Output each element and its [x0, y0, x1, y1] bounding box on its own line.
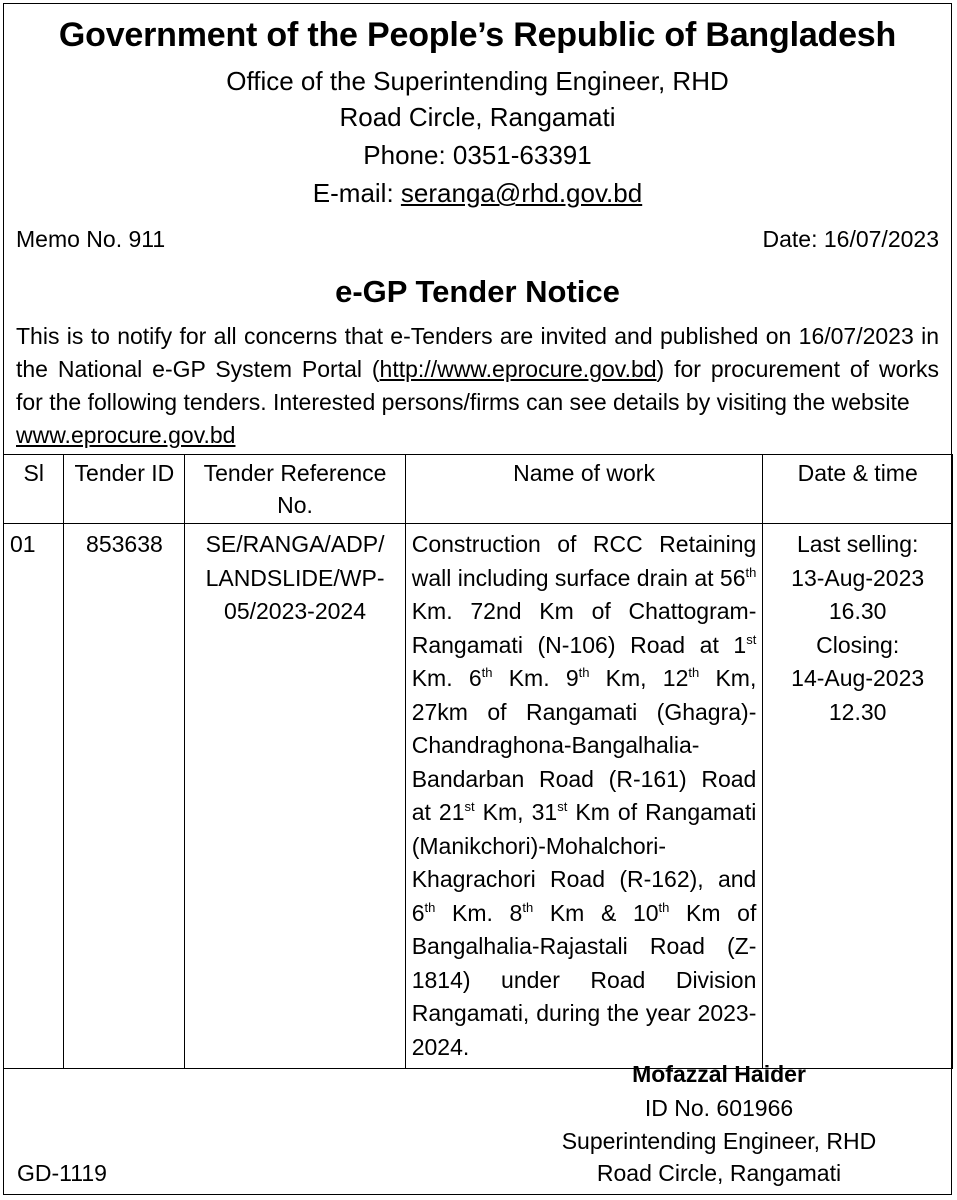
- intro-text-start: This is to notify for all concerns that e-Tenders are invited and published on 16/07/2023 in the National e-GP System Portal (: [16, 323, 939, 382]
- table-row: [4, 524, 953, 1069]
- signatory-name: Mofazzal Haider: [632, 1061, 806, 1087]
- memo-number: Memo No. 911: [16, 226, 166, 252]
- signatory-office: Road Circle, Rangamati: [596, 1160, 842, 1186]
- reference-line: LANDSLIDE/WP-: [205, 564, 385, 591]
- office-circle: Road Circle, Rangamati: [339, 102, 616, 132]
- email-link[interactable]: seranga@rhd.gov.bd: [400, 178, 643, 208]
- header-work: Name of work: [405, 455, 763, 524]
- office-email-line: [4, 178, 951, 209]
- office-name: Office of the Superintending Engineer, RHD: [226, 66, 729, 96]
- header-date-time: Date & time: [763, 455, 953, 524]
- portal-link[interactable]: http://www.eprocure.gov.bd: [379, 356, 657, 382]
- signatory-designation: Superintending Engineer, RHD: [561, 1128, 877, 1154]
- government-title: Government of the People’s Republic of Bangladesh: [58, 16, 897, 54]
- cell-reference: [185, 524, 405, 1069]
- table-header-row: [4, 455, 953, 524]
- closing-time: 12.30: [828, 698, 887, 725]
- header-tender-id: Tender ID: [64, 455, 185, 524]
- cell-tender-id: 853638: [64, 524, 185, 1069]
- cell-date-time: [763, 524, 953, 1069]
- reference-line: 05/2023-2024: [224, 598, 367, 624]
- office-phone: Phone: 0351-63391: [363, 140, 592, 170]
- email-label: E-mail:: [312, 178, 401, 208]
- cell-work-description: Construction of RCC Retaining wall including surface drain at 56th Km. 72nd Km of Chattogram-Rangamati (N-106) Road at 1st Km. 6th Km. 9th Km, 12th Km, 27km of Rangamati (Ghagra)-Chandraghona-Bangalhalia-Bandarban Road (R-161) Road at 21st Km, 31st Km of Rangamati (Manikchori)-Mohalchori-Khagrachori Road (R-162), and 6th Km. 8th Km & 10th Km of Bangalhalia-Rajastali Road (Z-1814) under Road Division Rangamati, during the year 2023-2024.: [405, 524, 763, 1069]
- tender-table: [3, 454, 953, 1069]
- closing-label: Closing:: [816, 631, 900, 658]
- header-sl: Sl: [4, 455, 64, 524]
- header-reference: Tender Reference No.: [185, 455, 405, 524]
- website-link[interactable]: www.eprocure.gov.bd: [16, 422, 236, 448]
- tender-notice-page: [3, 3, 952, 1195]
- reference-line: SE/RANGA/ADP/: [205, 531, 385, 557]
- gd-code: GD-1119: [17, 1160, 107, 1186]
- notice-title: e-GP Tender Notice: [335, 274, 620, 309]
- selling-date: 13-Aug-2023: [791, 564, 925, 591]
- signatory-id: ID No. 601966: [644, 1095, 794, 1121]
- selling-label: Last selling:: [796, 531, 919, 557]
- memo-date: Date: 16/07/2023: [762, 226, 939, 252]
- cell-sl: 01: [4, 524, 64, 1069]
- intro-text-end: ) for procurement of works for the following tenders. Interested persons/firms can see details by visiting the website: [16, 356, 940, 415]
- selling-time: 16.30: [828, 598, 887, 624]
- notice-intro: [16, 320, 939, 452]
- closing-date: 14-Aug-2023: [791, 665, 925, 691]
